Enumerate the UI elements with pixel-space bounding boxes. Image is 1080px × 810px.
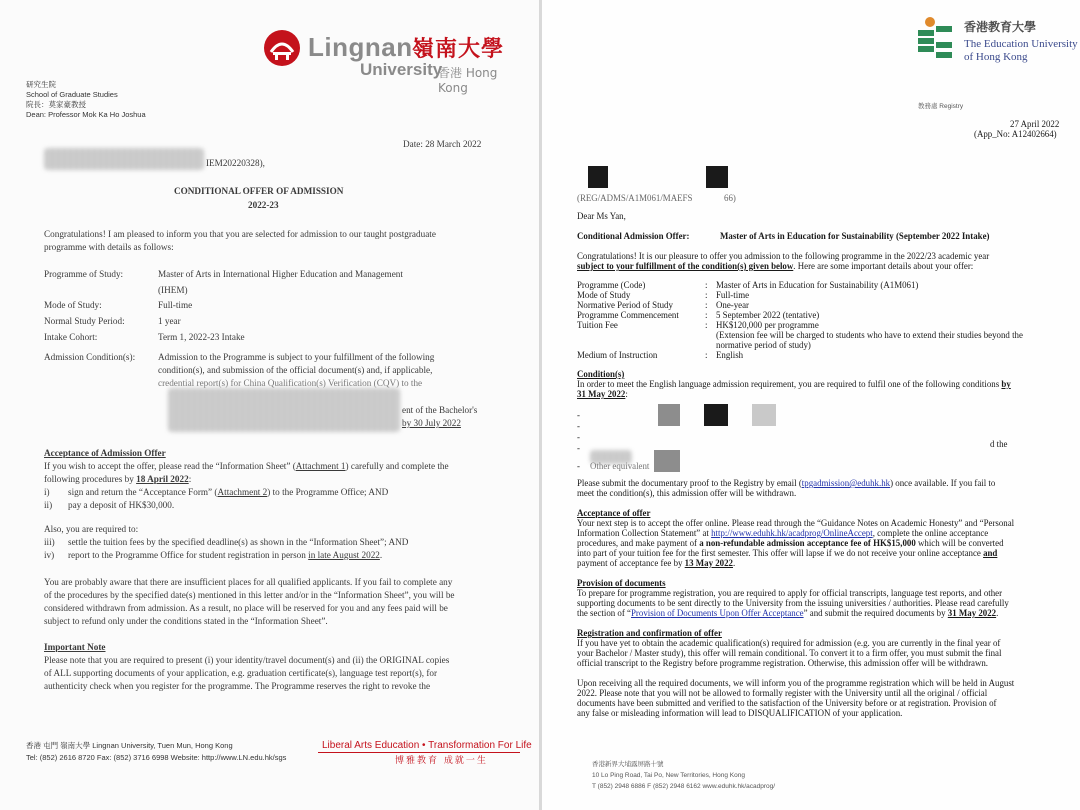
upon-line-2: 2022. Please note that you will not be allowed to formally register with the University until all the original / official [577, 688, 988, 698]
provision-line-2: supporting documents to be sent directly to the University from the issuing universities / authorities. Please read carefully [577, 598, 1009, 608]
provision-line-1: To prepare for programme registration, you are required to apply for official transcripts, language test reports, and other [577, 588, 1003, 598]
acceptance-line-1: If you wish to accept the offer, please read the “Information Sheet” (Attachment 1) carefully and complete the [44, 461, 449, 471]
conditions-line-5: by 30 July 2022 [402, 418, 461, 428]
acceptance-line-2: following procedures by 18 April 2022: [44, 474, 192, 484]
conditions-line-1: Admission to the Programme is subject to your fulfillment of the following [158, 352, 435, 362]
registry-label: 教務處 Registry [918, 103, 964, 110]
bullet: - [577, 432, 580, 442]
detail-value-period: 1 year [158, 316, 181, 326]
important-line-3: authenticity check when you register for the programme. The Programme reserves the right to revoke the [44, 681, 431, 691]
provision-heading: Provision of documents [577, 578, 666, 588]
step-i: sign and return the “Acceptance Form” (Attachment 2) to the Programme Office; AND [68, 487, 389, 497]
school-name-cn: 研究生院 [26, 80, 56, 89]
step-ii-number: ii) [44, 500, 53, 510]
step-iii: settle the tuition fees by the specified deadline(s) as shown in the “Information Sheet”; AND [68, 537, 409, 547]
lingnan-university-cn: 香港 Hong Kong [438, 66, 498, 95]
conditions-label: Admission Condition(s): [44, 352, 136, 362]
letter-title: CONDITIONAL OFFER OF ADMISSION [174, 186, 344, 196]
detail-label-period: Normative Period of Study [577, 300, 673, 310]
acceptance-line-3: procedures, and make payment of a non-refundable admission acceptance fee of HK$15,000 which will be converted [577, 538, 1004, 548]
letter-date: Date: 28 March 2022 [403, 139, 482, 149]
aware-line-1: You are probably aware that there are insufficient places for all qualified applicants. If you fail to complete any [44, 577, 453, 587]
step-ii: pay a deposit of HK$30,000. [68, 500, 175, 510]
detail-colon: : [705, 310, 708, 320]
eduhk-name-en-2: of Hong Kong [964, 51, 1028, 63]
step-iii-number: iii) [44, 537, 55, 547]
conditions-line-3: credential report(s) for China Qualification(s) Verification (CQV) to the [158, 378, 423, 388]
email-link[interactable]: tpgadmission@eduhk.hk [801, 478, 891, 488]
step-i-number: i) [44, 487, 50, 497]
reference-code: (REG/ADMS/A1M061/MAEFS [577, 193, 693, 203]
acceptance-line-1: Your next step is to accept the offer online. Please read through the “Guidance Notes on Academic Honesty” and “Personal [577, 518, 1015, 528]
important-heading: Important Note [44, 642, 106, 652]
fee-note-2: normative period of study) [716, 340, 811, 350]
slogan-cn: 博雅教育 成就一生 [395, 756, 488, 766]
lingnan-emblem-icon [262, 28, 302, 68]
redacted-box [654, 450, 680, 472]
conditions-heading: Condition(s) [577, 369, 625, 379]
registration-heading: Registration and confirmation of offer [577, 628, 722, 638]
bullet: - [577, 461, 580, 471]
bullet-fragment: d the [990, 439, 1008, 449]
detail-colon: : [705, 320, 708, 330]
step-iv-number: iv) [44, 550, 55, 560]
detail-value-intake: Term 1, 2022-23 Intake [158, 332, 245, 342]
eduhk-name-cn: 香港教育大學 [964, 20, 1037, 34]
upon-line-4: any false or misleading information will lead to DISQUALIFICATION of your application. [577, 708, 903, 718]
footer-address-cn: 香港新界大埔露屏路十號 [592, 761, 664, 768]
bullet: - [577, 421, 580, 431]
detail-label-fee: Tuition Fee [577, 320, 618, 330]
detail-label-medium: Medium of Instruction [577, 350, 658, 360]
important-line-1: Please note that you are required to present (i) your identity/travel document(s) and (ii) the ORIGINAL copies [44, 655, 450, 665]
acceptance-line-5: payment of acceptance fee by 13 May 2022. [577, 558, 736, 568]
detail-value-commencement: 5 September 2022 (tentative) [716, 310, 820, 320]
detail-value-mode: Full-time [716, 290, 750, 300]
eduhk-logo [916, 14, 1080, 66]
offer-label: Conditional Admission Offer: [577, 231, 690, 241]
dean-name-en: Dean: Professor Mok Ka Ho Joshua [26, 110, 146, 119]
acceptance-heading: Acceptance of offer [577, 508, 651, 518]
important-line-2: of ALL supporting documents of your application, e.g. graduation certificate(s), language test report(s), for [44, 668, 438, 678]
eduhk-offer-letter [542, 0, 1080, 810]
detail-label-intake: Intake Cohort: [44, 332, 98, 342]
lingnan-logo [262, 28, 524, 95]
footer-contact: T (852) 2948 6886 F (852) 2948 6162 www.eduhk.hk/acadprog/ [592, 783, 776, 790]
upon-line-1: Upon receiving all the required documents, we will inform you of the programme registration which will be held in August [577, 678, 1015, 688]
acceptance-line-2: Information Collection Statement” at http://www.eduhk.hk/acadprog/OnlineAccept, complete the online acceptance [577, 528, 989, 538]
redacted-box [752, 404, 776, 426]
footer-address: 香港 屯門 嶺南大學 Lingnan University, Tuen Mun, Hong Kong [26, 741, 233, 750]
detail-value-programme: Master of Arts in International Higher Education and Management [158, 269, 403, 279]
attachment-1-link[interactable]: Attachment 1 [295, 461, 346, 471]
acceptance-line-4: into part of your tuition fee for the first semester. This offer will lapse if we do not receive your online acceptance and [577, 548, 998, 558]
congrats-line-2: subject to your fulfillment of the condition(s) given below. Here are some important details about your offer: [577, 261, 974, 271]
step-iv: report to the Programme Office for student registration in person in late August 2022. [68, 550, 383, 560]
eduhk-emblem-icon [916, 14, 960, 62]
online-accept-link[interactable]: http://www.eduhk.hk/acadprog/OnlineAccept [711, 528, 873, 538]
provision-documents-link[interactable]: Provision of Documents Upon Offer Acceptance [630, 608, 804, 618]
aware-line-4: subject to refund only under the conditions stated in the “Information Sheet”. [44, 616, 328, 626]
detail-value-period: One-year [716, 300, 750, 310]
conditions-line-2: 31 May 2022: [577, 389, 628, 399]
conditions-line-4: ent of the Bachelor's [402, 405, 478, 415]
lingnan-brand: Lingnan [308, 32, 413, 62]
detail-label-commencement: Programme Commencement [577, 310, 679, 320]
registration-line-2: your Bachelor / Master study), this offer will remain conditional. To convert it to a firm offer, you must submit the final [577, 648, 1002, 658]
reference-code-end: 66) [724, 193, 736, 203]
salutation: Dear Ms Yan, [577, 211, 626, 221]
detail-label-mode: Mode of Study [577, 290, 631, 300]
bullet-other: Other equivalent [590, 461, 650, 471]
registration-line-3: official transcript to the Registry before programme registration. Otherwise, this admission offer will be withdrawn. [577, 658, 989, 668]
congrats-line-1: Congratulations! It is our pleasure to offer you admission to the following programme in the 2022/23 academic year [577, 251, 990, 261]
bullet: - [577, 410, 580, 420]
detail-value-mode: Full-time [158, 300, 193, 310]
detail-colon: : [705, 300, 708, 310]
conditions-line-2: condition(s), and submission of the official document(s) and, if applicable, [158, 365, 433, 375]
slogan: Liberal Arts Education • Transformation For Life [322, 740, 532, 751]
provision-line-3: the section of “Provision of Documents Upon Offer Acceptance” and submit the required documents by 31 May 2022. [577, 608, 999, 618]
detail-colon: : [705, 290, 708, 300]
application-number: (App_No: A12402664) [974, 129, 1057, 139]
footer-address-en: 10 Lo Ping Road, Tai Po, New Territories, Hong Kong [592, 772, 745, 779]
fee-note-1: (Extension fee will be charged to students who have to extend their studies beyond the [716, 330, 1023, 340]
detail-label-mode: Mode of Study: [44, 300, 102, 310]
redacted-conditions [168, 388, 400, 432]
redacted-box [658, 404, 680, 426]
offer-title: Master of Arts in Education for Sustainability (September 2022 Intake) [720, 231, 990, 241]
attachment-2-link[interactable]: Attachment 2 [217, 487, 268, 497]
lingnan-brand-cn: 嶺南大學 [412, 37, 505, 62]
footer-contact: Tel: (852) 2616 8720 Fax: (852) 3716 6998 Website: http://www.LN.edu.hk/sgs [26, 753, 287, 762]
bullet: - [577, 443, 580, 453]
redacted-box [588, 166, 608, 188]
detail-label-programme: Programme of Study: [44, 269, 124, 279]
redacted-box [704, 404, 728, 426]
detail-value-programme-abbr: (IHEM) [158, 285, 188, 295]
dean-name-cn: 院長：莫家豪教授 [26, 100, 86, 109]
registration-line-1: If you have yet to obtain the academic qualification(s) required for admission (e.g. you are currently in the final year of [577, 638, 1001, 648]
intro-line-1: Congratulations! I am pleased to inform you that you are selected for admission to our taught postgraduate [44, 229, 436, 239]
detail-colon: : [705, 280, 708, 290]
school-name-en: School of Graduate Studies [26, 90, 118, 99]
detail-value-fee: HK$120,000 per programme [716, 320, 819, 330]
aware-line-3: considered withdrawn from admission. As a result, no place will be reserved for you and any fees paid will be [44, 603, 448, 613]
upon-line-3: documents have been submitted and verified to the satisfaction of the University before or at registration. Provision of [577, 698, 997, 708]
detail-colon: : [705, 350, 708, 360]
intro-line-2: programme with details as follows: [44, 242, 174, 252]
redacted-recipient [44, 148, 204, 170]
also-required: Also, you are required to: [44, 524, 139, 534]
redacted-box [706, 166, 728, 188]
submit-line-2: meet the condition(s), this admission offer will be withdrawn. [577, 488, 797, 498]
lingnan-university: University [360, 60, 443, 79]
detail-label-period: Normal Study Period: [44, 316, 125, 326]
detail-label-programme: Programme (Code) [577, 280, 646, 290]
submit-line-1: Please submit the documentary proof to the Registry by email (tpgadmission@eduhk.hk) once available. If you fail to [577, 478, 996, 488]
letter-year: 2022-23 [248, 200, 279, 210]
detail-value-programme: Master of Arts in Education for Sustainability (A1M061) [716, 280, 919, 290]
conditions-line-1: In order to meet the English language admission requirement, you are required to fulfil one of the following conditions by [577, 379, 1011, 389]
detail-value-medium: English [716, 350, 744, 360]
letter-date: 27 April 2022 [1010, 119, 1060, 129]
reference-fragment: IEM20220328), [206, 158, 265, 168]
eduhk-name-en-1: The Education University [964, 38, 1078, 50]
aware-line-2: of the procedures by the specified date(s) mentioned in this letter and/or in the “Information Sheet”, you will be [44, 590, 455, 600]
acceptance-heading: Acceptance of Admission Offer [44, 448, 166, 458]
